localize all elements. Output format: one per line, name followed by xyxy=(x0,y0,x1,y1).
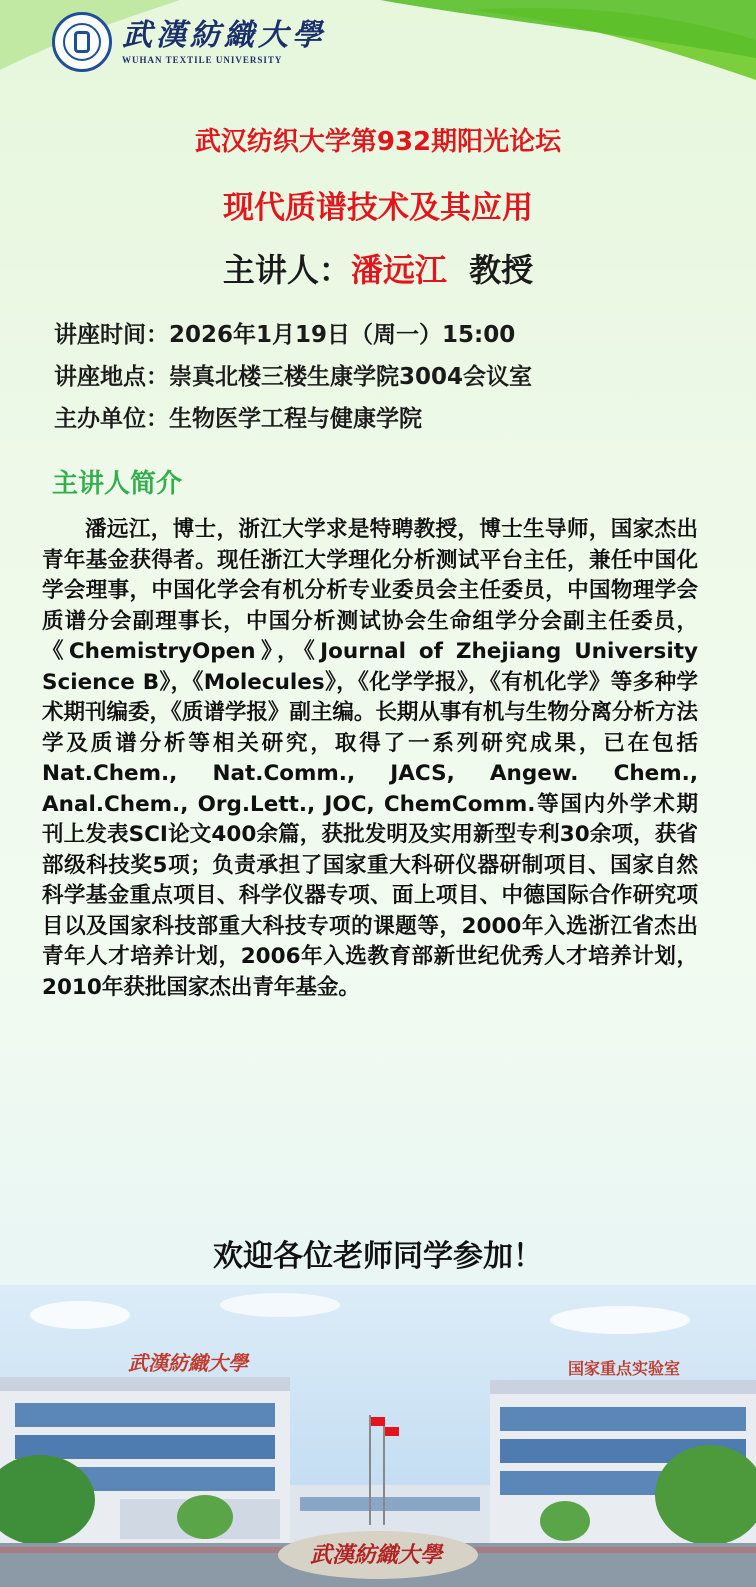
campus-stone-text: 武漢紡織大學 xyxy=(310,1542,443,1568)
speaker-label: 主讲人： xyxy=(222,251,351,289)
campus-scene-image xyxy=(0,1285,756,1587)
info-time: 讲座时间：2026年1月19日（周一）15:00 xyxy=(54,322,516,348)
lecture-title: 现代质谱技术及其应用 xyxy=(223,190,533,226)
info-location: 讲座地点：崇真北楼三楼生康学院3004会议室 xyxy=(54,364,533,390)
university-emblem-icon xyxy=(52,12,112,72)
speaker-name: 潘远江 xyxy=(350,251,447,289)
university-logo xyxy=(52,12,326,72)
speaker-rank: 教授 xyxy=(469,251,534,289)
info-organizer: 主办单位：生物医学工程与健康学院 xyxy=(54,406,422,432)
logo-chinese-name: 武漢紡織大學 xyxy=(122,18,326,53)
campus-sign-right: 国家重点实验室 xyxy=(568,1359,681,1378)
speaker-line xyxy=(0,245,756,291)
campus-sign-left: 武漢紡織大學 xyxy=(128,1351,248,1375)
logo-english-name: WUHAN TEXTILE UNIVERSITY xyxy=(122,55,283,65)
forum-title: 武汉纺织大学第932期阳光论坛 xyxy=(194,127,562,157)
welcome-message: 欢迎各位老师同学参加！ xyxy=(213,1239,543,1274)
bio-heading: 主讲人简介 xyxy=(52,469,183,499)
bio-text: 潘远江，博士，浙江大学求是特聘教授，博士生导师，国家杰出青年基金获得者。现任浙江大学理化分析测试平台主任，兼任中国化学会理事，中国化学会有机分析专业委员会主任委员，中国物理学会质谱分会副理事长，中国分析测试协会生命组学分会副主任委员，《ChemistryOpen》，《Journal of Zhejiang University Science B》，《Molecules》，《化学学报》，《有机化学》等多种学术期刊编委，《质谱学报》副主编。长期从事有机与生物分离分析方法学及质谱分析等相关研究，取得了一系列研究成果，已在包括Nat.Chem., Nat.Comm., JACS, Angew. Chem., Anal.Chem., Org.Lett., JOC, ChemComm.等国内外学术期刊上发表SCI论文400余篇，获批发明及实用新型专利30余项，获省部级科技奖5项；负责承担了国家重大科研仪器研制项目、国家自然科学基金重点项目、科学仪器专项、面上项目、中德国际合作研究项目以及国家科技部重大科技专项的课题等，2000年入选浙江省杰出青年人才培养计划，2006年入选教育部新世纪优秀人才培养计划，2010年获批国家杰出青年基金。 xyxy=(42,517,698,1000)
